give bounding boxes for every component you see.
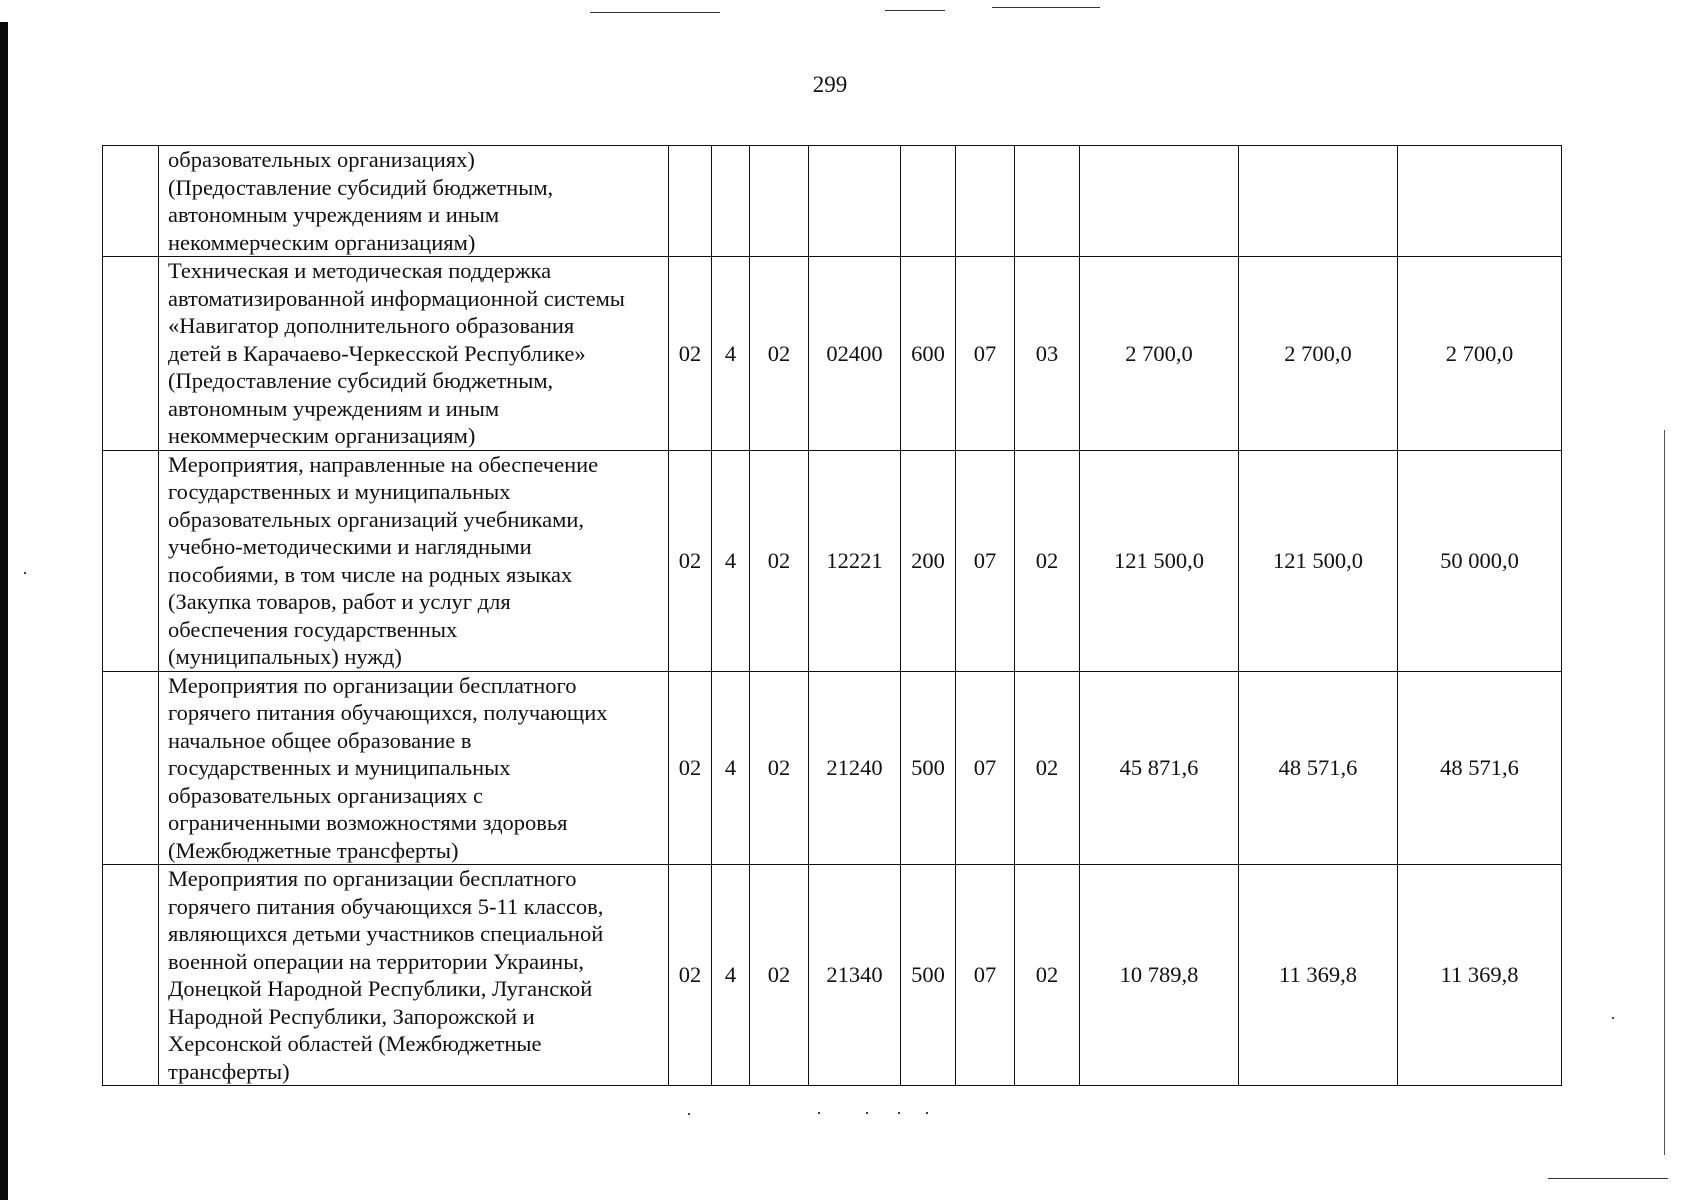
row-number-cell [103,146,159,257]
table-row [103,671,1562,865]
section-cell: 07 [956,450,1015,671]
scan-bottom-line [1548,1178,1668,1179]
subprogram-cell: 4 [712,450,750,671]
event-cell: 02 [750,257,809,451]
scan-dot [818,1112,820,1114]
scan-dot [866,1112,868,1114]
scan-top-line [885,10,945,11]
scan-right-line [1664,430,1665,1155]
sum-year1-cell: 2 700,0 [1080,257,1239,451]
budget-table [102,145,1562,1086]
table-row [103,257,1562,451]
subsection-cell: 02 [1015,450,1080,671]
sum-year3-cell: 2 700,0 [1398,257,1562,451]
row-number-cell [103,865,159,1086]
table-row [103,450,1562,671]
sum-year3-cell [1398,146,1562,257]
subprogram-cell [712,146,750,257]
description-cell: Мероприятия по организации бесплатного горячего питания обучающихся 5-11 классов, являющихся детьми участников специальной военной операции на территории Украины, Донецкой Народной Республики, Луганской Народной Республики, Запорожской и Херсонской областей (Межбюджетные трансферты) [159,865,669,1086]
expense-type-cell: 200 [901,450,956,671]
scan-dot [688,1113,690,1115]
program-cell [669,146,712,257]
direction-cell: 21240 [809,671,901,865]
subsection-cell [1015,146,1080,257]
scan-dot [898,1112,900,1114]
program-cell: 02 [669,257,712,451]
subsection-cell: 03 [1015,257,1080,451]
section-cell: 07 [956,671,1015,865]
expense-type-cell: 500 [901,865,956,1086]
description-cell: Мероприятия по организации бесплатного горячего питания обучающихся, получающих начальное общее образование в государственных и муниципальных образовательных организациях с ограниченными возможностями здоровья (Межбюджетные трансферты) [159,671,669,865]
section-cell [956,146,1015,257]
scan-dot [1612,1017,1614,1019]
sum-year1-cell [1080,146,1239,257]
expense-type-cell: 500 [901,671,956,865]
sum-year2-cell: 2 700,0 [1239,257,1398,451]
table-row [103,146,1562,257]
program-cell: 02 [669,450,712,671]
subprogram-cell: 4 [712,671,750,865]
sum-year3-cell: 11 369,8 [1398,865,1562,1086]
expense-type-cell: 600 [901,257,956,451]
page-number: 299 [812,72,848,97]
expense-type-cell [901,146,956,257]
subsection-cell: 02 [1015,865,1080,1086]
description-cell: Техническая и методическая поддержка автоматизированной информационной системы «Навигатор дополнительного образования детей в Карачаево-Черкесской Республике» (Предоставление субсидий бюджетным, автономным учреждениям и иным некоммерческим организациям) [159,257,669,451]
event-cell: 02 [750,865,809,1086]
subprogram-cell: 4 [712,257,750,451]
sum-year2-cell: 121 500,0 [1239,450,1398,671]
table-row [103,865,1562,1086]
direction-cell: 02400 [809,257,901,451]
sum-year2-cell: 11 369,8 [1239,865,1398,1086]
sum-year3-cell: 48 571,6 [1398,671,1562,865]
section-cell: 07 [956,257,1015,451]
subprogram-cell: 4 [712,865,750,1086]
row-number-cell [103,450,159,671]
sum-year1-cell: 121 500,0 [1080,450,1239,671]
sum-year2-cell [1239,146,1398,257]
scan-dot [24,572,26,574]
event-cell [750,146,809,257]
scan-top-line [992,7,1100,8]
row-number-cell [103,257,159,451]
sum-year2-cell: 48 571,6 [1239,671,1398,865]
event-cell: 02 [750,671,809,865]
description-cell: Мероприятия, направленные на обеспечение государственных и муниципальных образовательных организаций учебниками, учебно-методическими и наглядными пособиями, в том числе на родных языках (Закупка товаров, работ и услуг для обеспечения государственных (муниципальных) нужд) [159,450,669,671]
direction-cell: 21340 [809,865,901,1086]
sum-year1-cell: 10 789,8 [1080,865,1239,1086]
scan-dot [926,1112,928,1114]
description-cell: образовательных организациях) (Предоставление субсидий бюджетным, автономным учреждениям и иным некоммерческим организациям) [159,146,669,257]
direction-cell: 12221 [809,450,901,671]
program-cell: 02 [669,865,712,1086]
event-cell: 02 [750,450,809,671]
sum-year1-cell: 45 871,6 [1080,671,1239,865]
subsection-cell: 02 [1015,671,1080,865]
scan-top-line [590,12,720,13]
scan-edge-bar [0,22,8,1200]
direction-cell [809,146,901,257]
sum-year3-cell: 50 000,0 [1398,450,1562,671]
program-cell: 02 [669,671,712,865]
section-cell: 07 [956,865,1015,1086]
row-number-cell [103,671,159,865]
